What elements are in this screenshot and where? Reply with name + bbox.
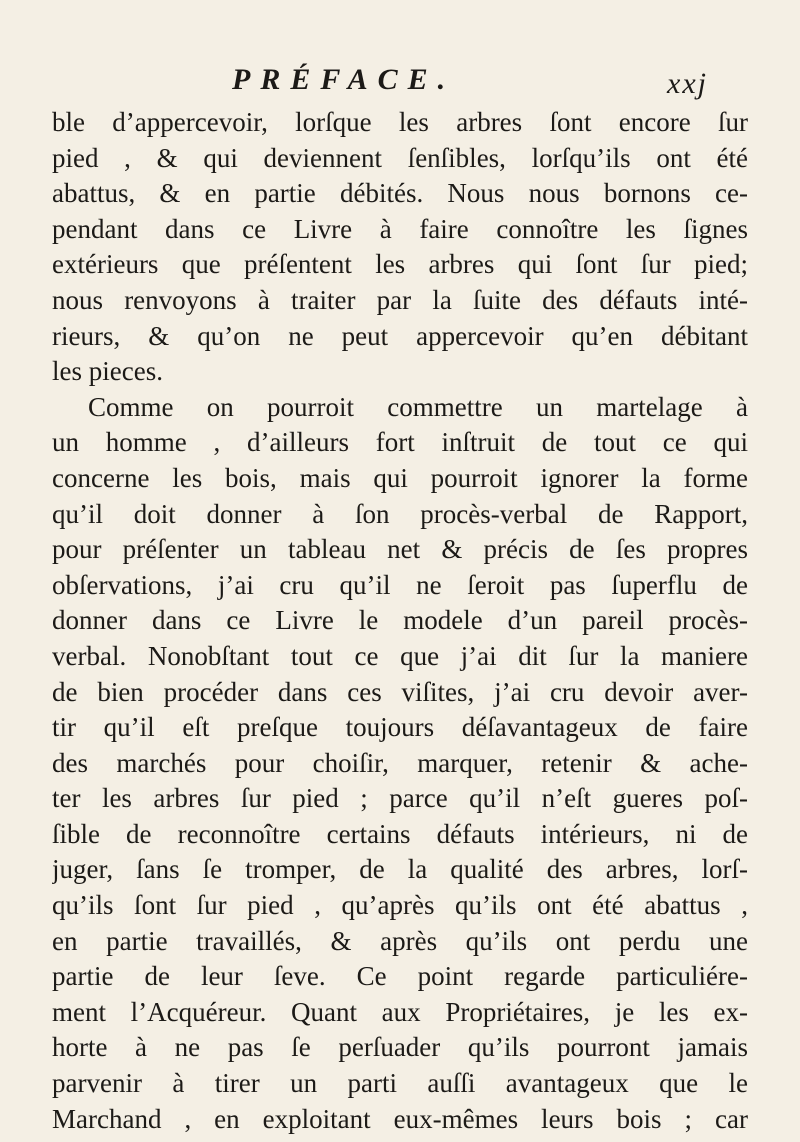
text-line: concerne les bois, mais qui pourroit ignorer la forme — [52, 462, 748, 493]
body-text — [52, 105, 748, 1137]
text-line: pied , & qui deviennent ſenſibles, lorſqu’ils ont été — [52, 142, 748, 173]
text-line: abattus, & en partie débités. Nous nous bornons ce- — [52, 178, 748, 209]
text-line: juger, ſans ſe tromper, de la qualité des arbres, lorſ- — [52, 854, 748, 885]
text-line: Comme on pourroit commettre un martelage à — [88, 391, 748, 422]
text-line: des marchés pour choiſir, marquer, retenir & ache- — [52, 747, 748, 778]
text-line: qu’il doit donner à ſon procès-verbal de Rapport, — [52, 498, 748, 529]
text-line: nous renvoyons à traiter par la ſuite des défauts inté- — [52, 284, 748, 315]
text-line: ter les arbres ſur pied ; parce qu’il n’eſt gueres poſ- — [52, 783, 748, 814]
text-line: les pieces. — [52, 356, 163, 387]
text-line: donner dans ce Livre le modele d’un pareil procès- — [52, 605, 748, 636]
text-line: Marchand , en exploitant eux-mêmes leurs bois ; car — [52, 1103, 748, 1134]
text-line: partie de leur ſeve. Ce point regarde particuliére- — [52, 961, 748, 992]
text-line: de bien procéder dans ces viſites, j’ai cru devoir aver- — [52, 676, 748, 707]
running-title: PRÉFACE. — [232, 63, 456, 96]
text-line: obſervations, j’ai cru qu’il ne ſeroit pas ſuperflu de — [52, 569, 748, 600]
text-line: horte à ne pas ſe perſuader qu’ils pourront jamais — [52, 1032, 748, 1063]
text-line: tir qu’il eſt preſque toujours déſavantageux de faire — [52, 712, 748, 743]
text-line: ſible de reconnoître certains défauts intérieurs, ni de — [52, 818, 748, 849]
text-line: en partie travaillés, & après qu’ils ont perdu une — [52, 925, 748, 956]
text-line: un homme , d’ailleurs fort inſtruit de tout ce qui — [52, 427, 748, 458]
text-line: pour préſenter un tableau net & précis de ſes propres — [52, 534, 748, 565]
text-line: extérieurs que préſentent les arbres qui ſont ſur pied; — [52, 249, 748, 280]
text-line: pendant dans ce Livre à faire connoître les ſignes — [52, 213, 748, 244]
page-number: xxj — [667, 67, 708, 100]
text-line: qu’ils ſont ſur pied , qu’après qu’ils ont été abattus , — [52, 890, 748, 921]
text-line: verbal. Nonobſtant tout ce que j’ai dit ſur la maniere — [52, 640, 748, 671]
running-head — [0, 62, 800, 102]
text-line: parvenir à tirer un parti auſſi avantageux que le — [52, 1068, 748, 1099]
text-line: ble d’appercevoir, lorſque les arbres ſont encore ſur — [52, 107, 748, 137]
text-line: rieurs, & qu’on ne peut appercevoir qu’en débitant — [52, 320, 748, 351]
text-line: ment l’Acquéreur. Quant aux Propriétaires, je les ex- — [52, 996, 748, 1027]
